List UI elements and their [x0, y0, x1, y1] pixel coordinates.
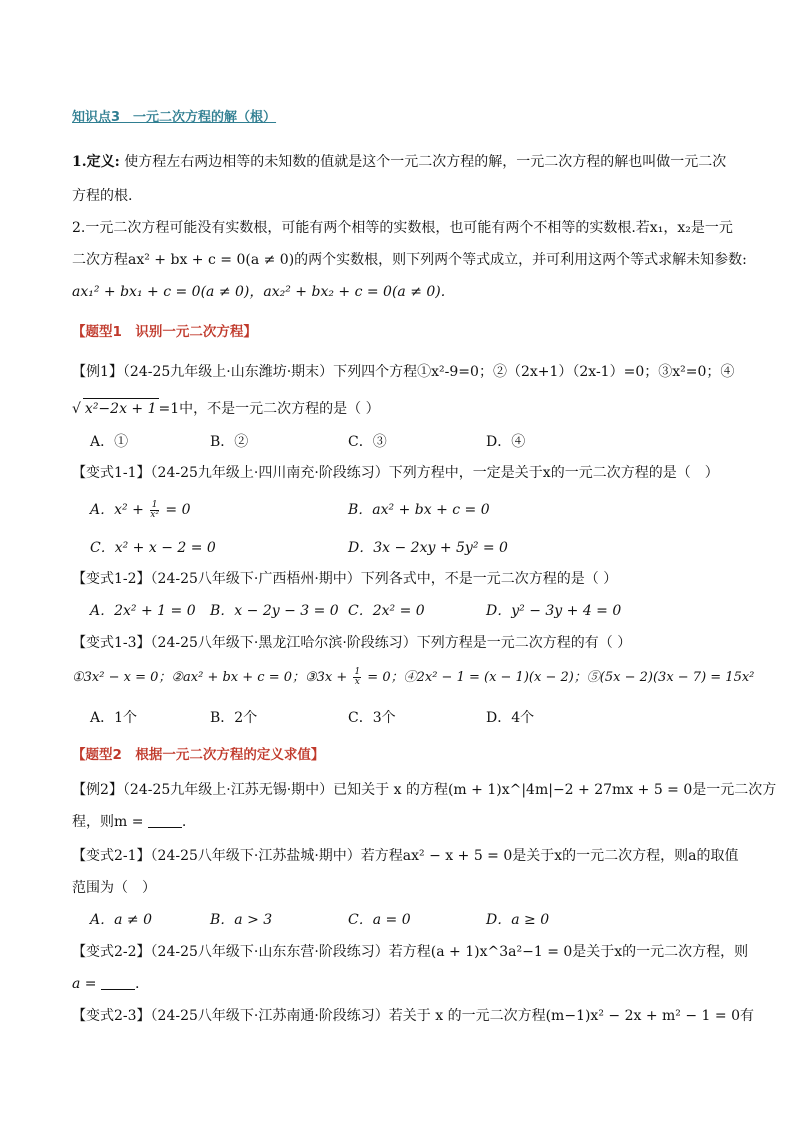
variant-2-2-line-1: 【变式2-2】（24-25八年级下·山东东营·阶段练习）若方程(a + 1)x^3a²−1 = 0是关于x的一元二次方程，则: [72, 944, 749, 960]
v12-option-d[interactable]: D．y² − 3y + 4 = 0: [486, 603, 622, 619]
v13-eq-pre: ①3x² − x = 0；②ax² + bx + c = 0；③3x +: [72, 670, 352, 685]
definition-label: 1.定义:: [72, 154, 120, 170]
example1-line-1: 【例1】（24-25九年级上·山东潍坊·期末）下列四个方程①x²-9=0；②（2x+1）（2x-1）=0；③x²=0；④: [72, 364, 735, 380]
variant-2-2-line-2: [72, 974, 722, 994]
v11-option-d[interactable]: D．3x − 2xy + 5y² = 0: [348, 540, 508, 556]
example1-line-2: [72, 398, 722, 419]
v11-option-a[interactable]: [90, 499, 190, 520]
example2-line-2-post: .: [181, 814, 187, 830]
v13-fraction: [353, 668, 361, 687]
ex1-option-a[interactable]: A．①: [90, 434, 129, 450]
v11-fraction-num: 1: [151, 499, 158, 510]
v13-equations: [72, 667, 755, 688]
definition-line-2: 方程的根.: [72, 188, 133, 204]
variant-1-2-line: 【变式1-2】（24-25八年级下·广西梧州·期中）下列各式中，不是一元二次方程的是（ ）: [72, 571, 618, 587]
v21-option-d[interactable]: D．a ≥ 0: [486, 912, 550, 928]
v21-option-b[interactable]: B．a > 3: [210, 912, 273, 928]
definition-line-1: [72, 152, 727, 172]
v13-option-c[interactable]: C．3个: [348, 710, 396, 726]
v13-option-a[interactable]: A．1个: [90, 710, 138, 726]
example2-line-2-pre: 程，则m =: [72, 814, 148, 830]
v12-option-a[interactable]: A．2x² + 1 = 0: [90, 603, 196, 619]
v13-option-b[interactable]: B．2个: [210, 710, 258, 726]
section-heading: 知识点3 一元二次方程的解（根）: [72, 110, 277, 125]
sqrt-sign: √: [72, 401, 81, 417]
v11-option-c[interactable]: C．x² + x − 2 = 0: [90, 540, 216, 556]
v13-fraction-den: x: [354, 677, 360, 687]
v21-option-a[interactable]: A．a ≠ 0: [90, 912, 152, 928]
roots-line-1: 2.一元二次方程可能没有实数根，可能有两个相等的实数根，也可能有两个不相等的实数根.若x₁，x₂是一元: [72, 220, 733, 236]
type2-title: 【题型2 根据一元二次方程的定义求值】: [72, 747, 325, 763]
ex1-option-c[interactable]: C．③: [348, 434, 387, 450]
example2-line-2: [72, 812, 722, 832]
v12-option-b[interactable]: B．x − 2y − 3 = 0: [210, 603, 339, 619]
variant-2-1-line-1: 【变式2-1】（24-25八年级下·江苏盐城·期中）若方程ax² − x + 5 = 0是关于x的一元二次方程，则a的取值: [72, 848, 739, 864]
v11-option-a-post: = 0: [160, 502, 191, 518]
roots-line-3: ax₁² + bx₁ + c = 0(a ≠ 0)，ax₂² + bx₂ + c = 0(a ≠ 0).: [72, 284, 446, 300]
v11-option-b[interactable]: B．ax² + bx + c = 0: [348, 502, 490, 518]
ex1-option-b[interactable]: B．②: [210, 434, 249, 450]
variant-1-3-line: 【变式1-3】（24-25八年级下·黑龙江哈尔滨·阶段练习）下列方程是一元二次方程的有（ ）: [72, 635, 632, 651]
v12-option-c[interactable]: C．2x² = 0: [348, 603, 425, 619]
v13-eq-post: = 0；④2x² − 1 = (x − 1)(x − 2)；⑤(5x − 2)(3x − 7) = 15x²: [363, 670, 755, 685]
v13-fraction-num: 1: [354, 667, 361, 677]
type1-title: 【题型1 识别一元二次方程】: [72, 324, 257, 340]
variant-2-1-line-2: 范围为（ ）: [72, 880, 156, 896]
v21-option-c[interactable]: C．a = 0: [348, 912, 411, 928]
v22-line-2-post: .: [134, 976, 140, 992]
v11-fraction-den: x²: [150, 509, 159, 520]
roots-line-2: 二次方程ax² + bx + c = 0(a ≠ 0)的两个实数根，则下列两个等式成立，并可利用这两个等式求解未知参数:: [72, 252, 747, 268]
sqrt-content: x²−2x + 1: [83, 398, 159, 419]
v11-option-a-pre: A．x² +: [90, 502, 149, 518]
v22-line-2-pre: a =: [72, 976, 101, 992]
example2-line-1: 【例2】（24-25九年级上·江苏无锡·期中）已知关于 x 的方程(m + 1)x^|4m|−2 + 27mx + 5 = 0是一元二次方: [72, 782, 777, 798]
ex1-option-d[interactable]: D．④: [486, 434, 526, 450]
variant-2-3-line-1: 【变式2-3】（24-25八年级下·江苏南通·阶段练习）若关于 x 的一元二次方程(m−1)x² − 2x + m² − 1 = 0有: [72, 1008, 754, 1024]
answer-blank[interactable]: [148, 813, 182, 828]
v13-option-d[interactable]: D．4个: [486, 710, 535, 726]
example1-tail: =1中，不是一元二次方程的是（ ）: [158, 401, 380, 417]
variant-1-1-line: 【变式1-1】（24-25九年级上·四川南充·阶段练习）下列方程中，一定是关于x的一元二次方程的是（ ）: [72, 465, 719, 481]
answer-blank[interactable]: [101, 975, 135, 990]
definition-text: 使方程左右两边相等的未知数的值就是这个一元二次方程的解，一元二次方程的解也叫做一元二次: [119, 154, 727, 170]
v11-fraction: [150, 501, 159, 520]
